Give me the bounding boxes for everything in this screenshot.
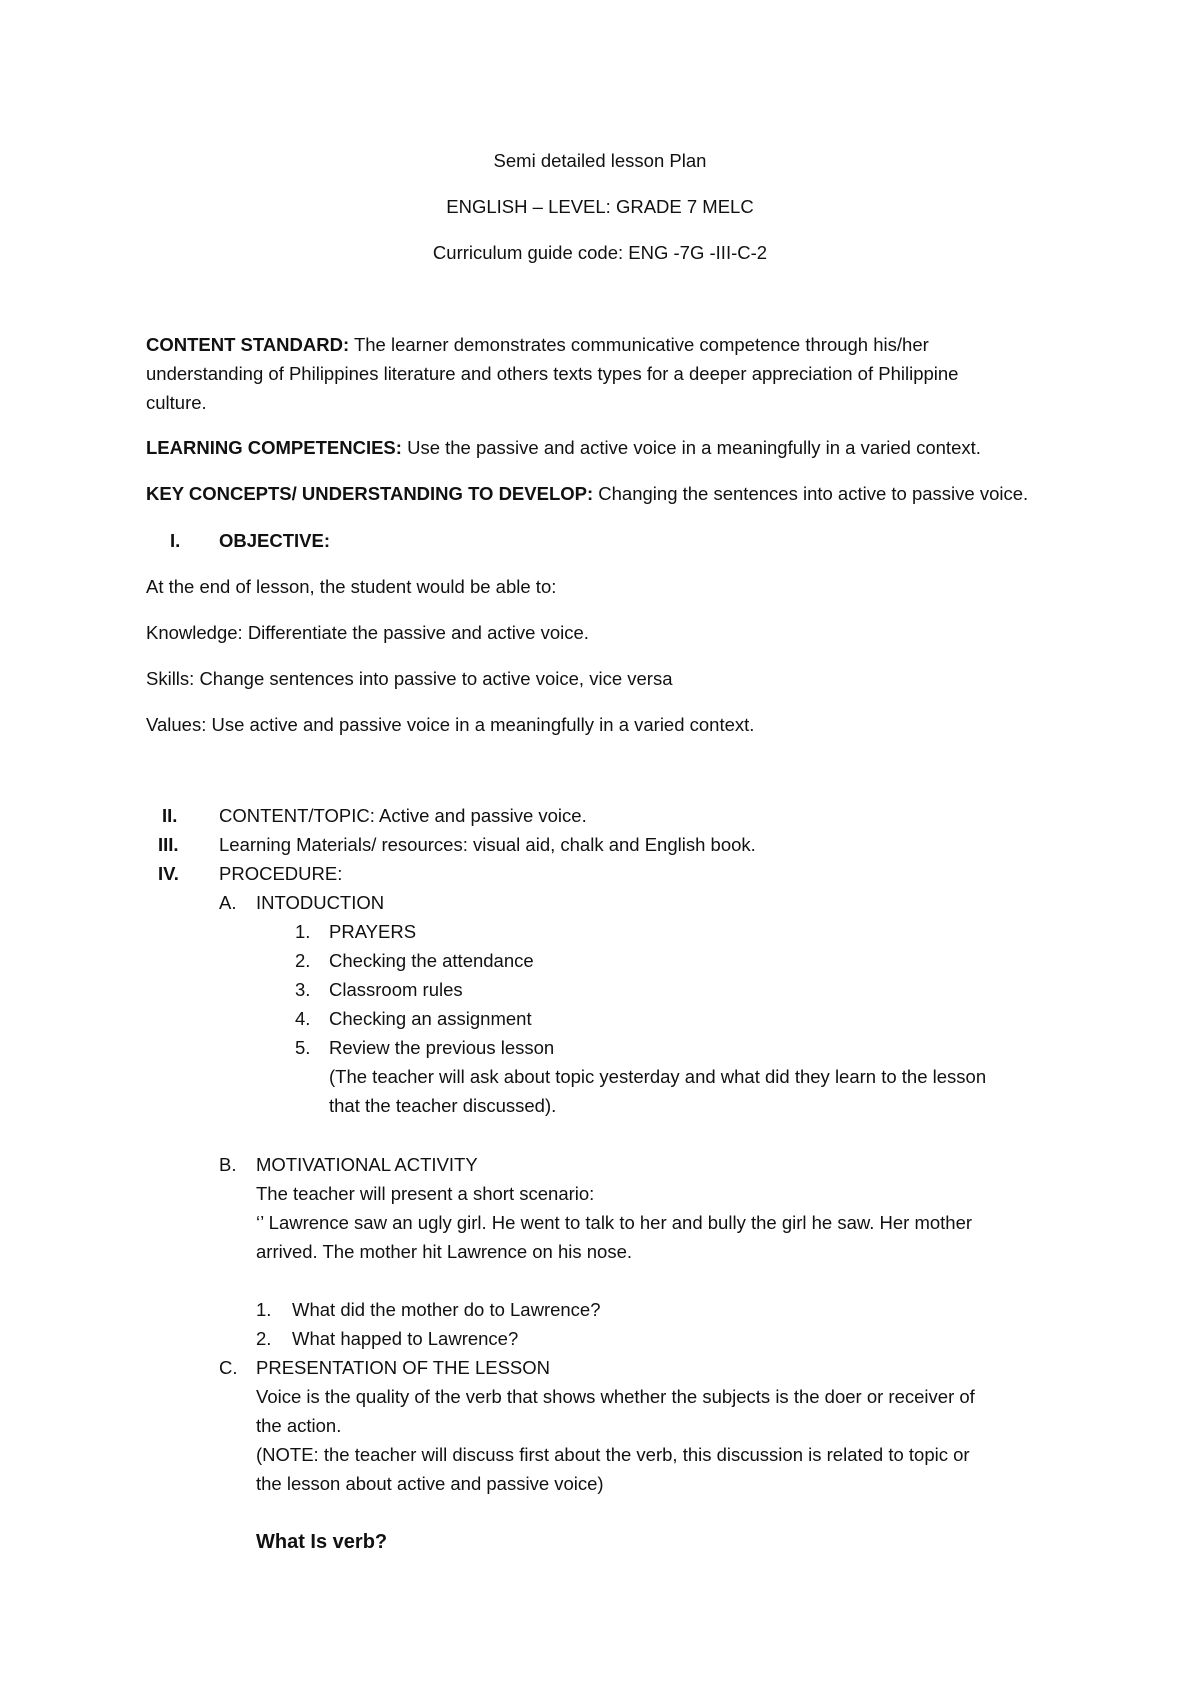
section-learning-materials: Learning Materials/ resources: visual aid, chalk and English book. [219, 834, 756, 855]
objective-numeral: I. [170, 530, 181, 551]
list-item: Review the previous lesson [329, 1037, 555, 1058]
list-item-number: 4. [295, 1008, 311, 1029]
list-item: Checking an assignment [329, 1008, 532, 1029]
doc-title: Semi detailed lesson Plan [493, 150, 707, 171]
intro-note-line2: that the teacher discussed). [329, 1095, 557, 1116]
content-standard-label: CONTENT STANDARD: [146, 334, 350, 355]
list-item-number: 5. [295, 1037, 311, 1058]
motivation-letter: B. [219, 1154, 237, 1175]
question-number: 1. [256, 1299, 272, 1320]
intro-note-line1: (The teacher will ask about topic yesterday and what did they learn to the lesson [329, 1066, 987, 1087]
content-standard-line3: culture. [146, 392, 207, 413]
presentation-heading: PRESENTATION OF THE LESSON [256, 1357, 550, 1378]
motivation-line1: The teacher will present a short scenario: [256, 1183, 595, 1204]
list-item: Checking the attendance [329, 950, 534, 971]
learning-competencies [146, 437, 981, 458]
presentation-line2: the action. [256, 1415, 342, 1436]
presentation-letter: C. [219, 1357, 238, 1378]
list-item-number: 2. [295, 950, 311, 971]
key-concepts-label: KEY CONCEPTS/ UNDERSTANDING TO DEVELOP: [146, 483, 594, 504]
list-item: PRAYERS [329, 921, 417, 942]
section-numeral: IV. [158, 863, 179, 884]
motivation-heading: MOTIVATIONAL ACTIVITY [256, 1154, 478, 1175]
intro-heading: INTODUCTION [256, 892, 385, 913]
section-numeral: II. [162, 805, 178, 826]
presentation-line4: the lesson about active and passive voice) [256, 1473, 604, 1494]
question-number: 2. [256, 1328, 272, 1349]
key-concepts [146, 483, 1028, 504]
content-standard-line1 [146, 334, 929, 355]
objective-intro: At the end of lesson, the student would be able to: [146, 576, 557, 597]
list-item-number: 3. [295, 979, 311, 1000]
section-numeral: III. [158, 834, 179, 855]
presentation-line1: Voice is the quality of the verb that shows whether the subjects is the doer or receiver of [256, 1386, 975, 1407]
objective-values: Values: Use active and passive voice in a meaningfully in a varied context. [146, 714, 755, 735]
objective-heading: OBJECTIVE: [219, 530, 331, 551]
subject-level: ENGLISH – LEVEL: GRADE 7 MELC [446, 196, 754, 217]
guide-code: Curriculum guide code: ENG -7G -III-C-2 [432, 242, 768, 263]
question-item: What did the mother do to Lawrence? [292, 1299, 601, 1320]
question-item: What happed to Lawrence? [292, 1328, 519, 1349]
list-item: Classroom rules [329, 979, 463, 1000]
section-content-topic: CONTENT/TOPIC: Active and passive voice. [219, 805, 587, 826]
list-item-number: 1. [295, 921, 311, 942]
section-procedure: PROCEDURE: [219, 863, 343, 884]
learning-competencies-label: LEARNING COMPETENCIES: [146, 437, 402, 458]
verb-question: What Is verb? [256, 1531, 388, 1553]
intro-letter: A. [219, 892, 237, 913]
motivation-line3: arrived. The mother hit Lawrence on his nose. [256, 1241, 633, 1262]
content-standard-line2: understanding of Philippines literature and others texts types for a deeper appreciation of Philippine [146, 363, 959, 384]
presentation-line3: (NOTE: the teacher will discuss first about the verb, this discussion is related to topic or [256, 1444, 970, 1465]
objective-skills: Skills: Change sentences into passive to active voice, vice versa [146, 668, 673, 689]
learning-competencies-text: Use the passive and active voice in a meaningfully in a varied context. [401, 437, 981, 458]
objective-knowledge: Knowledge: Differentiate the passive and active voice. [146, 622, 589, 643]
content-standard-text: The learner demonstrates communicative competence through his/her [349, 334, 929, 355]
key-concepts-text: Changing the sentences into active to passive voice. [593, 483, 1029, 504]
motivation-line2: ‘’ Lawrence saw an ugly girl. He went to talk to her and bully the girl he saw. Her mother [256, 1212, 973, 1233]
